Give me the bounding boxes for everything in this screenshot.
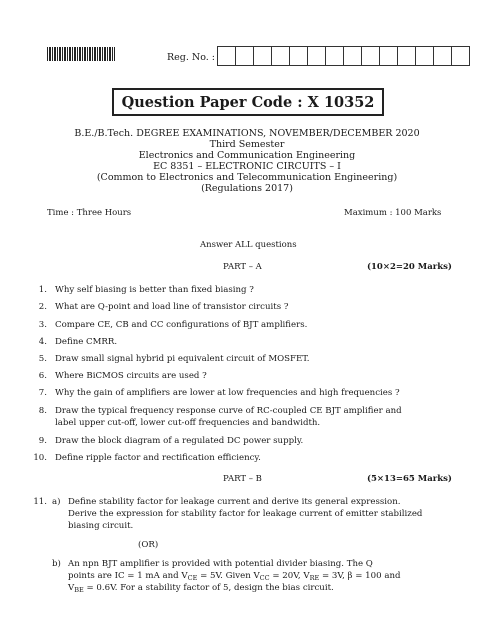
reg-no-box	[398, 46, 416, 66]
qpc-label: Question Paper Code :	[121, 93, 303, 111]
question-text-line: biasing circuit.	[68, 521, 134, 531]
question-number: 6.	[38, 371, 47, 381]
question-text: Why self biasing is better than fixed biasing ?	[55, 285, 254, 295]
reg-no-box	[434, 46, 452, 66]
reg-no-box	[290, 46, 308, 66]
reg-no-box	[344, 46, 362, 66]
question-text-line: $V_{BE} = 0.6V$. For a stability factor of 5, design the bias circuit.	[68, 583, 334, 594]
part-a-title: PART – A	[223, 262, 262, 272]
question-text-line: An npn BJT amplifier is provided with potential divider biasing. The Q	[68, 559, 373, 569]
question-text-line: points are IC = 1 mA and $V_{CE} = 5V$. Given $V_{CC} = 20V$, $V_{RE} = 3V$, β = 100 and	[68, 571, 401, 582]
reg-no-box	[218, 46, 236, 66]
question-number: 11.	[33, 497, 47, 507]
reg-no-box	[362, 46, 380, 66]
question-text-line: label upper cut-off, lower cut-off frequencies and bandwidth.	[55, 418, 321, 428]
part-b-title: PART – B	[223, 474, 262, 484]
reg-no-box	[452, 46, 470, 66]
question-number: 8.	[38, 406, 47, 416]
reg-no-box	[416, 46, 434, 66]
question-number: 3.	[38, 320, 47, 330]
question-text: Define ripple factor and rectification efficiency.	[55, 453, 261, 463]
reg-no-box	[236, 46, 254, 66]
part-a-marks: (10×2=20 Marks)	[367, 262, 452, 272]
regulations: (Regulations 2017)	[201, 183, 293, 194]
question-text: Draw the block diagram of a regulated DC power supply.	[55, 436, 304, 446]
subpart-label: b)	[52, 559, 61, 569]
question-number: 2.	[38, 302, 47, 312]
question-text: Define CMRR.	[55, 337, 118, 347]
common-note: (Common to Electronics and Telecommunication Engineering)	[96, 172, 398, 183]
barcode	[47, 47, 115, 61]
maximum-marks: Maximum : 100 Marks	[344, 208, 442, 218]
qpc-value: X 10352	[307, 93, 375, 111]
reg-no-box	[272, 46, 290, 66]
reg-no-boxes	[217, 46, 470, 66]
subpart-label: a)	[52, 497, 61, 507]
question-number: 4.	[38, 337, 47, 347]
question-text: Why the gain of amplifiers are lower at low frequencies and high frequencies ?	[55, 388, 400, 398]
or-separator: (OR)	[138, 540, 159, 550]
question-text: Draw small signal hybrid pi equivalent circuit of MOSFET.	[55, 354, 310, 364]
question-text-line: Define stability factor for leakage current and derive its general expression.	[68, 497, 401, 507]
course-code: EC 8351 – ELECTRONIC CIRCUITS – I	[153, 161, 341, 172]
question-number: 7.	[38, 388, 47, 398]
semester: Third Semester	[209, 139, 285, 150]
reg-no-box	[380, 46, 398, 66]
department: Electronics and Communication Engineering	[138, 150, 356, 161]
question-paper-code-box	[112, 88, 384, 116]
question-text: Where BiCMOS circuits are used ?	[55, 371, 207, 381]
question-number: 10.	[33, 453, 47, 463]
part-b-marks: (5×13=65 Marks)	[367, 474, 452, 484]
reg-no-box	[254, 46, 272, 66]
question-number: 5.	[38, 354, 47, 364]
instruction: Answer ALL questions	[200, 240, 297, 250]
question-number: 1.	[38, 285, 47, 295]
reg-no-label: Reg. No. :	[167, 52, 216, 63]
question-text: Compare CE, CB and CC configurations of BJT amplifiers.	[55, 320, 308, 330]
reg-no-box	[308, 46, 326, 66]
exam-title: B.E./B.Tech. DEGREE EXAMINATIONS, NOVEMBER/DECEMBER 2020	[74, 128, 420, 139]
question-text-line: Draw the typical frequency response curve of RC-coupled CE BJT amplifier and	[55, 406, 402, 416]
question-number: 9.	[38, 436, 47, 446]
question-text: What are Q-point and load line of transistor circuits ?	[55, 302, 289, 312]
question-text-line: Derive the expression for stability factor for leakage current of emitter stabilized	[68, 509, 423, 519]
reg-no-box	[326, 46, 344, 66]
time-allowed: Time : Three Hours	[47, 208, 132, 218]
